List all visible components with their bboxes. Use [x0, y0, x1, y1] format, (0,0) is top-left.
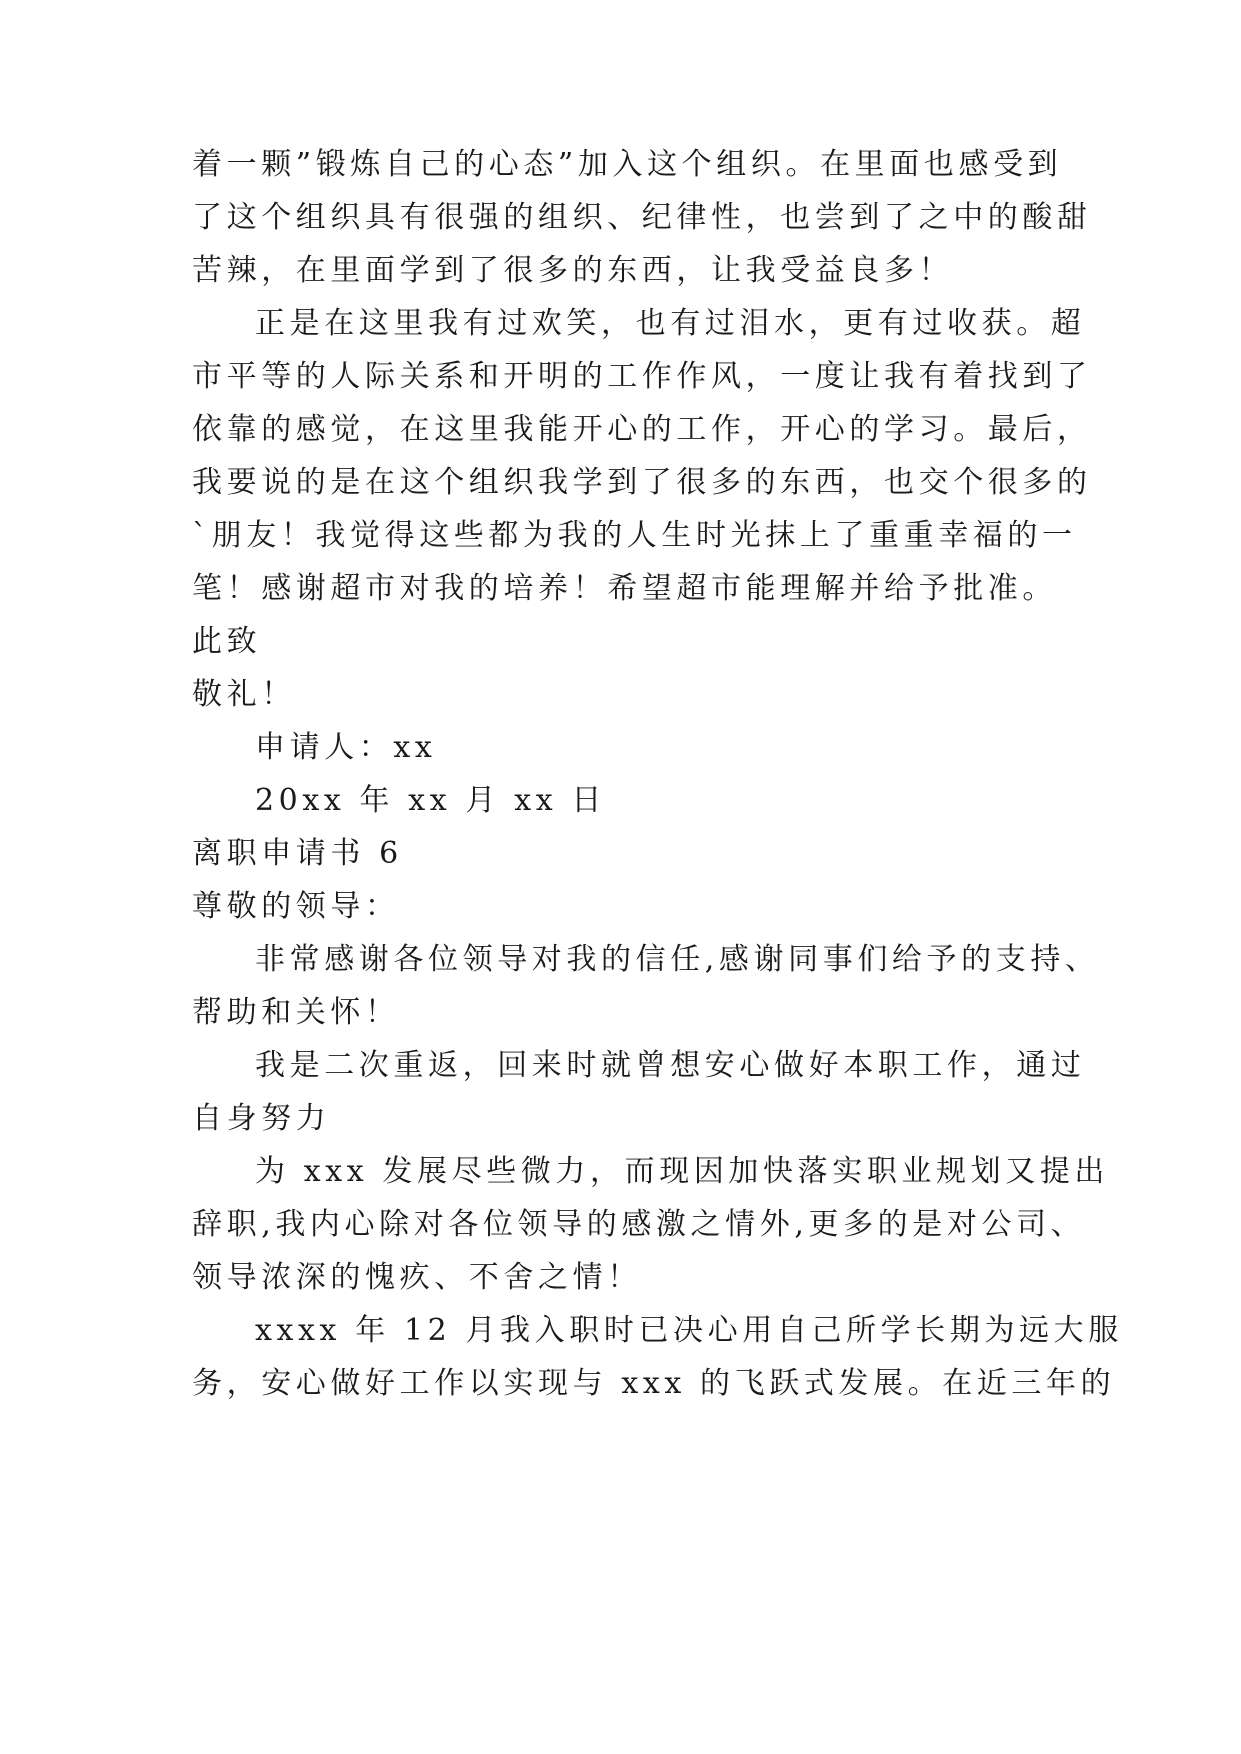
- paragraph-first-line: 正是在这里我有过欢笑，也有过泪水，更有过收获。超: [255, 306, 1086, 341]
- text-line: 笔！感谢超市对我的培养！希望超市能理解并给予批准。: [192, 571, 1057, 606]
- text-line: 领导浓深的愧疚、不舍之情！: [192, 1260, 642, 1295]
- text-line: 务，安心做好工作以实现与 xxx 的飞跃式发展。在近三年的: [192, 1366, 1116, 1401]
- text-line: 依靠的感觉，在这里我能开心的工作，开心的学习。最后，: [192, 412, 1092, 447]
- text-line: 辞职,我内心除对各位领导的感激之情外,更多的是对公司、: [192, 1207, 1086, 1242]
- paragraph-first-line: 非常感谢各位领导对我的信任,感谢同事们给予的支持、: [255, 942, 1100, 977]
- signature-date: 20xx 年 xx 月 xx 日: [255, 783, 606, 818]
- text-line: 帮助和关怀！: [192, 995, 400, 1030]
- text-line: 市平等的人际关系和开明的工作作风，一度让我有着找到了: [192, 359, 1092, 394]
- closing-regards: 敬礼！: [192, 677, 296, 712]
- closing-salutation: 此致: [192, 624, 262, 659]
- text-line: 了这个组织具有很强的组织、纪律性，也尝到了之中的酸甜: [192, 200, 1092, 235]
- text-line: `朋友！我觉得这些都为我的人生时光抹上了重重幸福的一: [192, 518, 1077, 553]
- text-line: 我要说的是在这个组织我学到了很多的东西，也交个很多的: [192, 465, 1092, 500]
- text-line: 自身努力: [192, 1101, 331, 1136]
- paragraph-first-line: 我是二次重返，回来时就曾想安心做好本职工作，通过: [255, 1048, 1086, 1083]
- text-line: 苦辣，在里面学到了很多的东西，让我受益良多！: [192, 253, 954, 288]
- salutation: 尊敬的领导：: [192, 889, 400, 924]
- text-line: 着一颗”锻炼自己的心态”加入这个组织。在里面也感受到: [192, 147, 1063, 182]
- paragraph-first-line: 为 xxx 发展尽些微力，而现因加快落实职业规划又提出: [255, 1154, 1110, 1189]
- section-heading: 离职申请书 6: [192, 836, 403, 871]
- paragraph-first-line: xxxx 年 12 月我入职时已决心用自己所学长期为远大服: [255, 1313, 1123, 1348]
- applicant-signature: 申请人：xx: [255, 730, 437, 765]
